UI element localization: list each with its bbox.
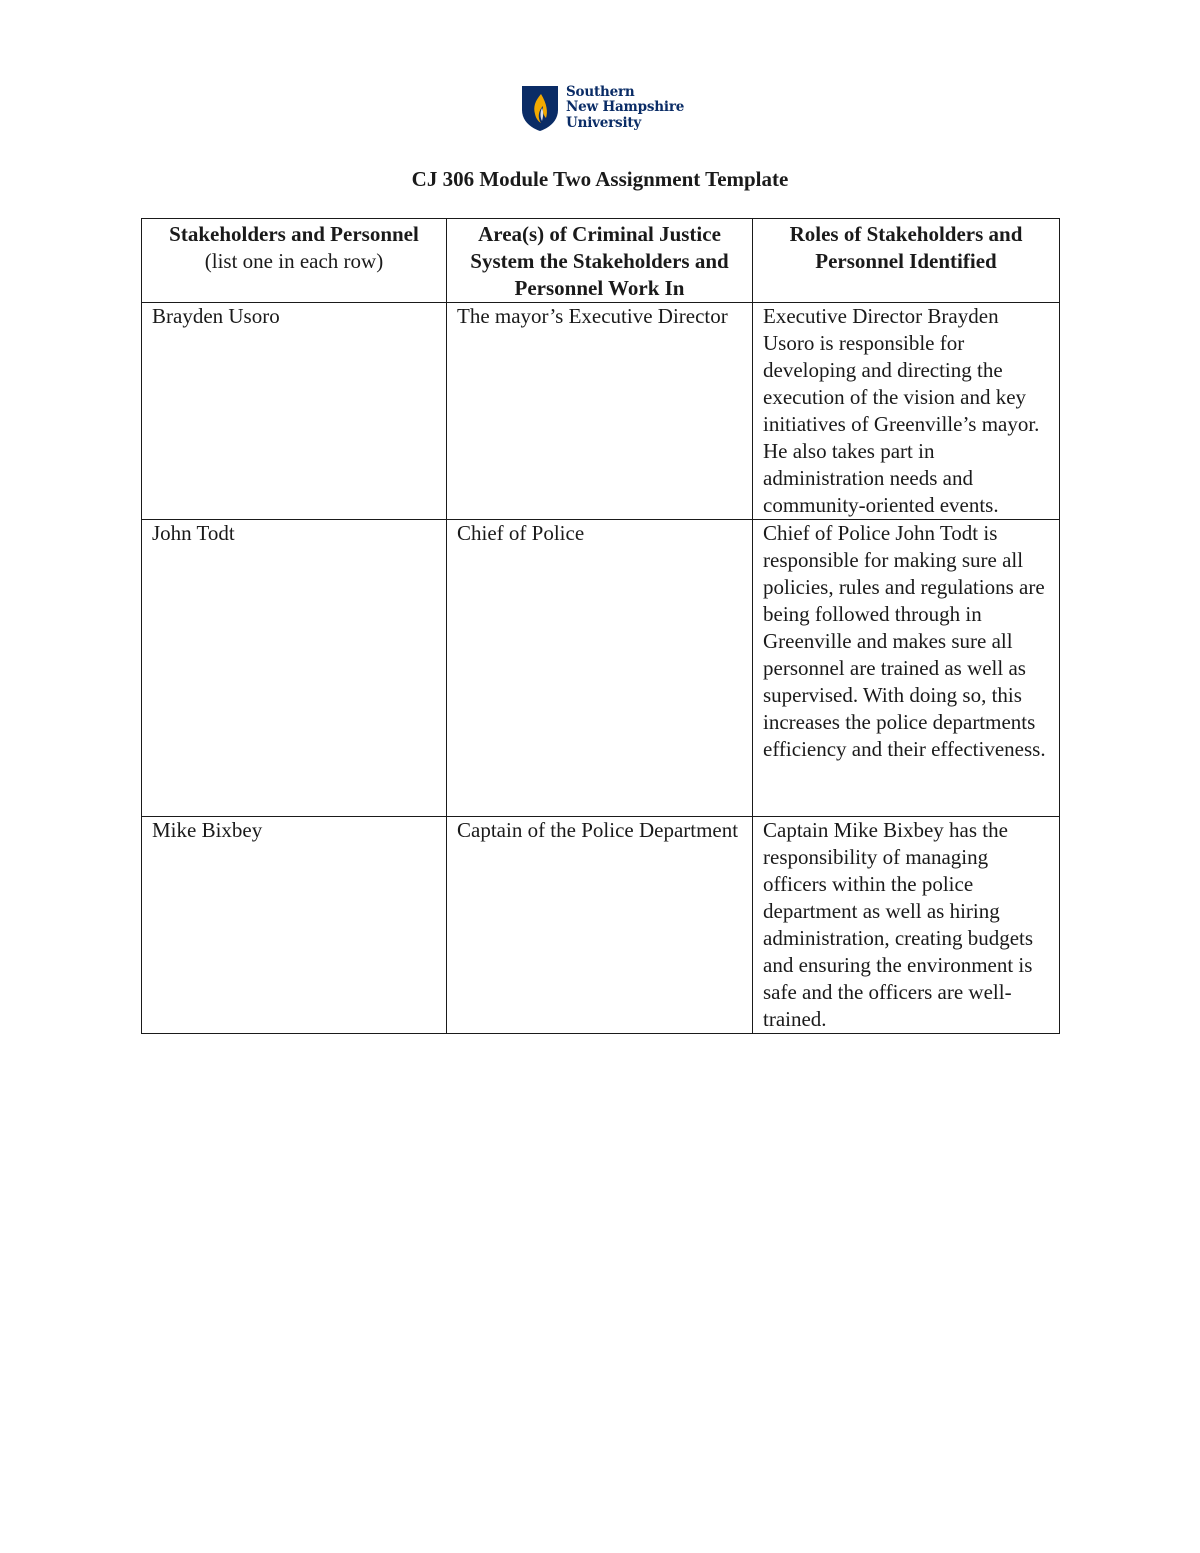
university-logo <box>520 84 684 132</box>
cell-area: Chief of Police <box>447 520 753 817</box>
cell-area: The mayor’s Executive Director <box>447 303 753 520</box>
logo-wordmark <box>566 85 684 132</box>
document-title: CJ 306 Module Two Assignment Template <box>411 167 789 191</box>
table-row <box>142 303 1060 520</box>
table-header-row <box>142 219 1060 303</box>
stakeholders-table <box>141 218 1060 1034</box>
cell-name: Mike Bixbey <box>142 817 447 1034</box>
header-stakeholders-title: Stakeholders and Personnel <box>169 222 419 246</box>
cell-name: Brayden Usoro <box>142 303 447 520</box>
cell-role: Chief of Police John Todt is responsible for making sure all policies, rules and regulations are being followed through in Greenville and makes sure all personnel are trained as well as supervised. With doing so, this increases the police departments efficiency and their effectiveness. <box>753 520 1060 817</box>
cell-area: Captain of the Police Department <box>447 817 753 1034</box>
cell-role: Captain Mike Bixbey has the responsibility of managing officers within the police department as well as hiring administration, creating budgets and ensuring the environment is safe and the officers are well-trained. <box>753 817 1060 1034</box>
logo-line-1: Southern <box>566 83 635 100</box>
header-area-title: Area(s) of Criminal Justice System the Stakeholders and Personnel Work In <box>470 222 729 300</box>
header-stakeholders <box>142 219 447 303</box>
logo-line-3: University <box>566 114 642 131</box>
header-roles <box>753 219 1060 303</box>
cell-name: John Todt <box>142 520 447 817</box>
table-row <box>142 520 1060 817</box>
flame-shield-icon <box>520 84 560 132</box>
header-roles-title: Roles of Stakeholders and Personnel Identified <box>789 222 1023 273</box>
header-area <box>447 219 753 303</box>
table-row <box>142 817 1060 1034</box>
cell-role: Executive Director Brayden Usoro is responsible for developing and directing the execution of the vision and key initiatives of Greenville’s mayor. He also takes part in administration needs and community-oriented events. <box>753 303 1060 520</box>
header-stakeholders-subtitle: (list one in each row) <box>204 249 384 273</box>
logo-line-2: New Hampshire <box>566 99 685 116</box>
